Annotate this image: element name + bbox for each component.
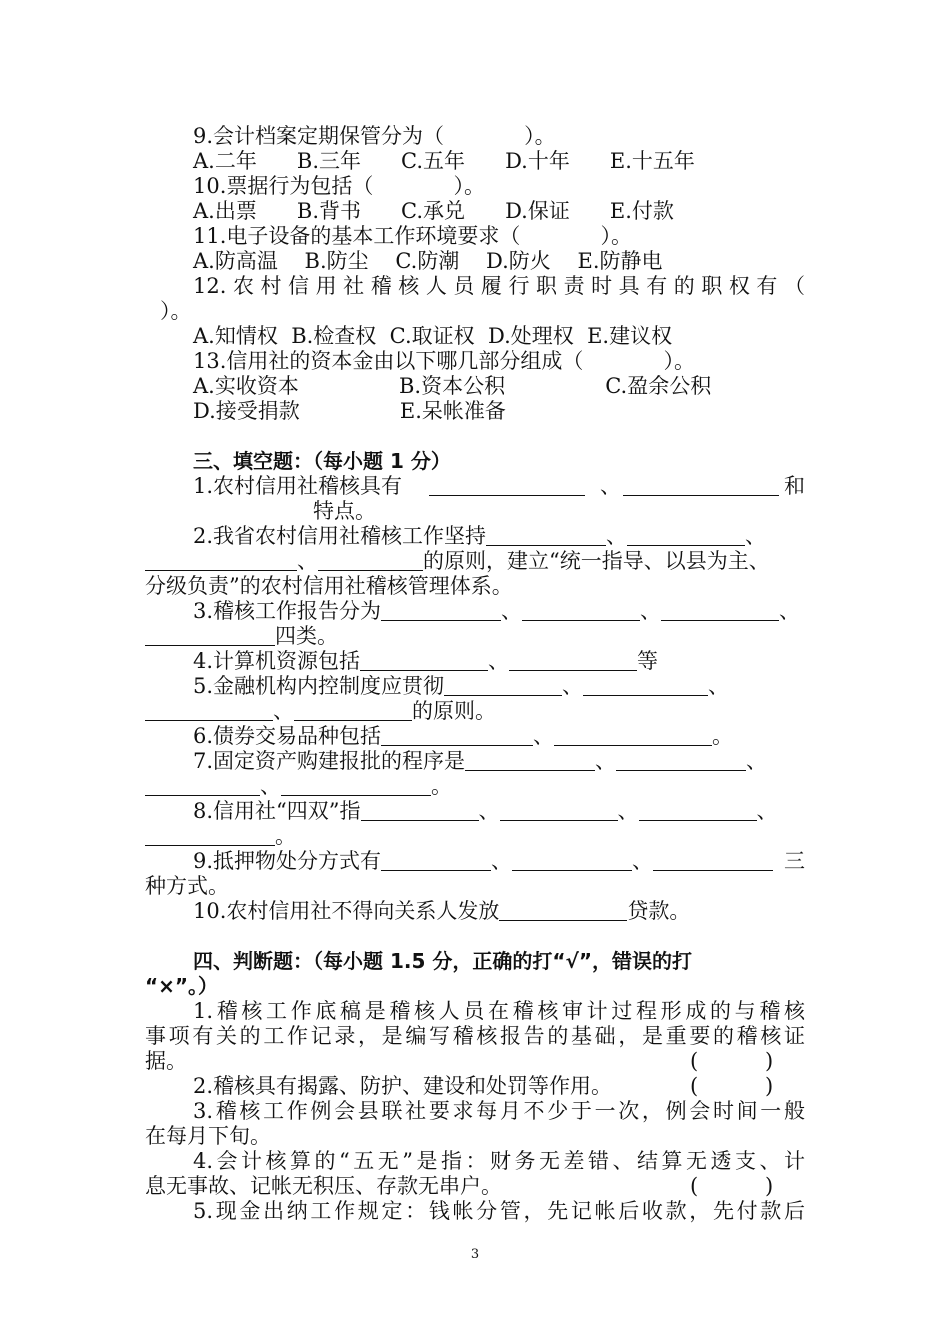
fill-q2-line1 xyxy=(193,524,766,549)
sep: 、 xyxy=(640,599,662,623)
sep: 、 xyxy=(617,799,639,823)
tf-q4-text-1: 4.会计核算的“五无”是指：财务无差错、结算无透支、计 xyxy=(193,1149,805,1173)
fill-q1-sep: 、 xyxy=(600,474,621,498)
fill-q7-line1 xyxy=(193,749,767,774)
fill-q6 xyxy=(193,724,733,749)
sep: 、 xyxy=(606,524,628,548)
question-12-stem xyxy=(193,274,805,299)
sep: 、 xyxy=(533,724,555,748)
sep: 、 xyxy=(595,749,617,773)
fill-q9-line2: 种方式。 xyxy=(145,874,229,898)
question-13-options-2: D.接受捐款 E.呆帐准备 xyxy=(193,399,506,423)
fill-q10 xyxy=(193,899,690,924)
fill-q8-line1 xyxy=(193,799,778,824)
sep: 、 xyxy=(779,599,801,623)
tf-q1-line3: 据。 xyxy=(145,1049,187,1073)
tf-q4-answer-paren[interactable]: ( ) xyxy=(690,1174,774,1198)
question-9-stem: 9.会计档案定期保管分为（ ）。 xyxy=(193,124,556,148)
tf-q4-line2: 息无事故、记帐无积压、存款无串户。 xyxy=(145,1174,502,1198)
fill-q4-text: 4.计算机资源包括 xyxy=(193,649,361,673)
tf-q5-line1 xyxy=(193,1199,805,1224)
fill-q2-line2 xyxy=(145,549,770,574)
fill-q10-text: 10.农村信用社不得向关系人发放 xyxy=(193,899,500,923)
tf-q1-text-1: 1.稽核工作底稿是稽核人员在稽核审计过程形成的与稽核 xyxy=(193,999,805,1023)
sep: 、 xyxy=(501,599,523,623)
sep: 、 xyxy=(478,799,500,823)
fill-q7-line2 xyxy=(145,774,452,799)
fill-q6-text: 6.债券交易品种包括 xyxy=(193,724,382,748)
fill-q3-text: 3.稽核工作报告分为 xyxy=(193,599,382,623)
question-9-options: A.二年 B.三年 C.五年 D.十年 E.十五年 xyxy=(193,149,695,173)
fill-q3-tail: 四类。 xyxy=(275,624,338,648)
tf-q4-line1 xyxy=(193,1149,805,1174)
tf-q3-text-1: 3.稽核工作例会县联社要求每月不少于一次，例会时间一般 xyxy=(193,1099,805,1123)
fill-q9-end: 三 xyxy=(784,849,805,873)
fill-blank-heading: 三、填空题：（每小题 1 分） xyxy=(193,449,451,473)
fill-q9-line1 xyxy=(193,849,773,874)
sep: 、 xyxy=(708,674,730,698)
tf-q3-line2: 在每月下旬。 xyxy=(145,1124,271,1148)
question-10-options: A.出票 B.背书 C.承兑 D.保证 E.付款 xyxy=(193,199,674,223)
fill-q4 xyxy=(193,649,658,674)
fill-q9-text: 9.抵押物处分方式有 xyxy=(193,849,382,873)
question-11-stem: 11.电子设备的基本工作环境要求（ ）。 xyxy=(193,224,632,248)
fill-q8-text: 8.信用社“四双”指 xyxy=(193,799,361,823)
sep: 、 xyxy=(632,849,654,873)
question-13-stem: 13.信用社的资本金由以下哪几部分组成（ ）。 xyxy=(193,349,695,373)
fill-q5-line2 xyxy=(145,699,496,724)
fill-q5-line1 xyxy=(193,674,729,699)
fill-q4-tail: 等 xyxy=(637,649,659,673)
fill-q5-text: 5.金融机构内控制度应贯彻 xyxy=(193,674,445,698)
sep: 、 xyxy=(488,649,510,673)
tf-q1-answer-paren[interactable]: ( ) xyxy=(690,1049,774,1073)
sep: 、 xyxy=(756,799,778,823)
fill-q1-tail: 特点。 xyxy=(313,499,376,523)
tf-q2: 2.稽核具有揭露、防护、建设和处罚等作用。 xyxy=(193,1074,613,1098)
tf-q1-line2 xyxy=(145,1024,805,1049)
sep: 、 xyxy=(260,774,281,798)
fill-q1-blank-2 xyxy=(623,474,779,499)
fill-q6-tail: 。 xyxy=(712,724,734,748)
fill-q3-line2 xyxy=(145,624,338,649)
fill-q5-tail: 的原则。 xyxy=(412,699,496,723)
fill-q7-tail: 。 xyxy=(431,774,452,798)
sep: 、 xyxy=(745,524,767,548)
question-10-stem: 10.票据行为包括（ ）。 xyxy=(193,174,485,198)
question-12-stem-cont: ）。 xyxy=(160,299,192,323)
question-12-stem-text: 12.农村信用社稽核人员履行职责时具有的职权有（ xyxy=(193,274,805,298)
fill-q1-blank-1 xyxy=(429,474,585,499)
tf-q2-answer-paren[interactable]: ( ) xyxy=(690,1074,774,1098)
fill-q7-text: 7.固定资产购建报批的程序是 xyxy=(193,749,466,773)
question-13-options-1: A.实收资本 B.资本公积 C.盈余公积 xyxy=(193,374,712,398)
fill-q3-line1 xyxy=(193,599,800,624)
page-number: 3 xyxy=(470,1247,480,1262)
sep: 、 xyxy=(562,674,584,698)
fill-q1-text: 1.农村信用社稽核具有 xyxy=(193,474,403,498)
sep: 、 xyxy=(746,749,768,773)
sep: 、 xyxy=(491,849,513,873)
tf-q1-text-2: 事项有关的工作记录，是编写稽核报告的基础，是重要的稽核证 xyxy=(145,1024,805,1048)
tf-q3-line1 xyxy=(193,1099,805,1124)
tf-q1-line1 xyxy=(193,999,805,1024)
fill-q10-tail: 贷款。 xyxy=(627,899,691,923)
fill-q2-text: 2.我省农村信用社稽核工作坚持 xyxy=(193,524,487,548)
question-12-options: A.知情权 B.检查权 C.取证权 D.处理权 E.建议权 xyxy=(193,324,673,348)
fill-q2-line3: 分级负责”的农村信用社稽核管理体系。 xyxy=(145,574,513,598)
fill-q1-end: 和 xyxy=(784,474,805,498)
tf-q5-text-1: 5.现金出纳工作规定：钱帐分管，先记帐后收款，先付款后 xyxy=(193,1199,805,1223)
fill-q2-mid: 的原则，建立“统一指导、以县为主、 xyxy=(423,549,770,573)
sep: 、 xyxy=(273,699,294,723)
fill-q8-line2 xyxy=(145,824,296,849)
fill-q8-tail: 。 xyxy=(275,824,296,848)
sep: 、 xyxy=(297,549,318,573)
question-11-options: A.防高温 B.防尘 C.防潮 D.防火 E.防静电 xyxy=(193,249,663,273)
true-false-heading-cont: “×”。） xyxy=(145,974,219,998)
true-false-heading: 四、判断题：（每小题 1.5 分，正确的打“√”，错误的打 xyxy=(193,949,692,973)
